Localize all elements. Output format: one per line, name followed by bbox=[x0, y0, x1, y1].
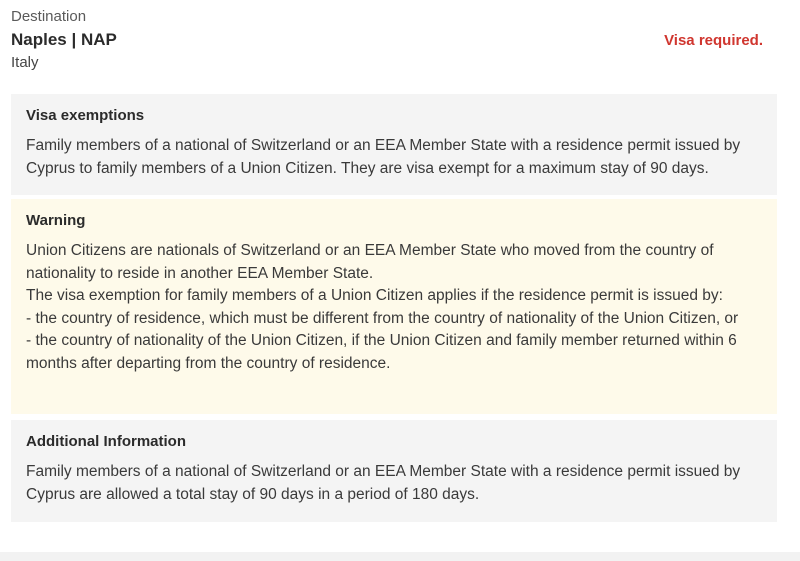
destination-country: Italy bbox=[11, 54, 39, 71]
warning-panel bbox=[11, 199, 777, 414]
additional-information-panel bbox=[11, 420, 777, 522]
warning-line: - the country of residence, which must be different from the country of nationality of the Union Citizen, or bbox=[26, 309, 739, 327]
visa-exemptions-text bbox=[26, 135, 761, 180]
additional-information-line: Family members of a national of Switzerland or an EEA Member State with a residence permit issued by Cyprus are allowed a total stay of 90 days in a period of 180 days. bbox=[26, 463, 741, 503]
footer-divider bbox=[0, 552, 800, 561]
warning-text bbox=[26, 240, 761, 375]
destination-name: Naples | NAP bbox=[11, 30, 117, 49]
additional-information-text bbox=[26, 461, 761, 506]
visa-exemptions-panel bbox=[11, 94, 777, 195]
warning-line: The visa exemption for family members of a Union Citizen applies if the residence permit is issued by: bbox=[26, 287, 723, 304]
additional-information-title: Additional Information bbox=[26, 433, 186, 450]
destination-caption: Destination bbox=[11, 8, 87, 25]
warning-title: Warning bbox=[26, 212, 86, 229]
destination-header bbox=[11, 7, 771, 74]
visa-exemptions-title: Visa exemptions bbox=[26, 107, 145, 124]
warning-line: - the country of nationality of the Union Citizen, if the Union Citizen and family member returned within 6 months after departing from the country of residence. bbox=[26, 332, 737, 372]
warning-line: Union Citizens are nationals of Switzerland or an EEA Member State who moved from the country of nationality to reside in another EEA Member State. bbox=[26, 242, 714, 282]
visa-exemptions-line: Family members of a national of Switzerland or an EEA Member State with a residence permit issued by Cyprus to family members of a Union Citizen. They are visa exempt for a maximum stay of 90 days. bbox=[26, 137, 741, 177]
visa-status-label: Visa required. bbox=[664, 32, 763, 49]
